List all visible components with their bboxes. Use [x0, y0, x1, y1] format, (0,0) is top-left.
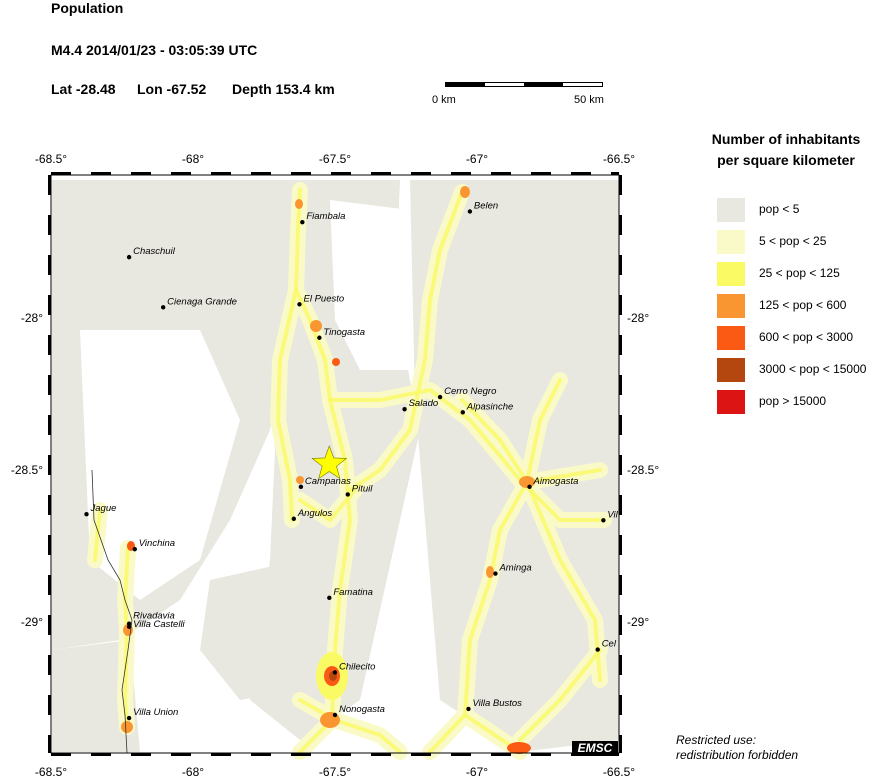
legend-label: 3000 < pop < 15000 [759, 362, 867, 376]
frame-tick [48, 695, 51, 715]
legend-item [717, 198, 882, 222]
frame-tick [619, 735, 622, 753]
city-marker [317, 336, 321, 340]
legend-label: 600 < pop < 3000 [759, 330, 854, 344]
city-marker [493, 571, 497, 575]
legend-title [690, 129, 882, 171]
city-marker [333, 713, 337, 717]
frame-tick [171, 753, 191, 756]
y-tick-label-left: -28° [20, 310, 43, 325]
city-marker [468, 209, 472, 213]
restriction-note [676, 733, 798, 763]
city-label: Salado [408, 398, 439, 410]
legend-item [717, 390, 882, 414]
city-marker [161, 305, 165, 309]
frame-tick [571, 172, 591, 175]
frame-tick [291, 172, 311, 175]
legend-swatch [717, 294, 745, 318]
frame-tick [48, 215, 51, 235]
frame-tick [619, 575, 622, 595]
y-tick-label-right: -28.5° [627, 463, 660, 478]
legend-item [717, 230, 882, 254]
x-tick-label-top: -66.5° [602, 152, 636, 166]
legend-swatch [717, 390, 745, 414]
city-marker [461, 410, 465, 414]
city-label: Villa Bustos [472, 697, 522, 709]
city-label: Campanas [304, 475, 351, 487]
legend-label: 25 < pop < 125 [759, 266, 840, 280]
frame-tick [619, 535, 622, 555]
city-marker [292, 517, 296, 521]
city-marker [346, 492, 350, 496]
frame-tick [48, 335, 51, 355]
y-tick-label-left: -29° [20, 615, 43, 630]
legend-title-line2: per square kilometer [717, 152, 855, 168]
x-tick-label-top: -67.5° [318, 152, 352, 166]
city-marker [297, 302, 301, 306]
city-label: Chilecito [339, 661, 376, 673]
x-tick-label-top: -68° [181, 152, 205, 166]
frame-tick [171, 172, 191, 175]
city-label: Cel [601, 638, 616, 650]
frame-tick [251, 753, 271, 756]
town-density-patch [121, 721, 133, 733]
town-density-patch [332, 358, 340, 366]
town-density-patch [507, 742, 531, 754]
frame-tick [619, 255, 622, 275]
frame-tick [211, 753, 231, 756]
frame-tick [51, 753, 71, 756]
legend-label: pop > 15000 [759, 394, 827, 408]
legend-swatch [717, 230, 745, 254]
city-label: El Puesto [303, 293, 345, 305]
town-density-patch [296, 476, 304, 484]
frame-tick [131, 753, 151, 756]
x-tick-label-top: -67° [465, 152, 489, 166]
scale-bar [445, 82, 603, 87]
city-marker [333, 670, 337, 674]
frame-tick [48, 655, 51, 675]
frame-tick [451, 172, 471, 175]
frame-tick [619, 375, 622, 395]
city-marker [299, 485, 303, 489]
city-label: Cienaga Grande [167, 296, 237, 308]
city-label: Rivadavia [133, 610, 175, 622]
legend-swatch [717, 358, 745, 382]
restriction-note-line1: Restricted use: [676, 733, 757, 747]
frame-tick [491, 172, 511, 175]
frame-tick [51, 172, 71, 175]
frame-tick [211, 172, 231, 175]
frame-tick [371, 172, 391, 175]
city-label: Nonogasta [339, 703, 385, 715]
frame-tick [91, 172, 111, 175]
x-tick-label-bottom: -68° [181, 765, 205, 778]
frame-tick [371, 753, 391, 756]
city-marker [133, 547, 137, 551]
legend-label: pop < 5 [759, 202, 800, 216]
city-label: Fiambala [306, 211, 346, 223]
frame-tick [619, 495, 622, 515]
event-info: M4.4 2014/01/23 - 03:05:39 UTC [51, 42, 258, 58]
x-tick-label-top: -68.5° [34, 152, 68, 166]
restriction-note-line2: redistribution forbidden [676, 748, 799, 762]
city-marker [601, 518, 605, 522]
city-label: Villa Union [133, 707, 179, 719]
scale-end-label: 50 km [574, 94, 604, 106]
city-marker [300, 220, 304, 224]
frame-tick [331, 753, 351, 756]
town-density-patch [460, 186, 470, 198]
frame-tick [619, 175, 622, 195]
legend-item [717, 358, 882, 382]
x-tick-label-bottom: -66.5° [602, 765, 636, 778]
frame-tick [619, 655, 622, 675]
frame-tick [291, 753, 311, 756]
legend-item [717, 326, 882, 350]
legend-title-line1: Number of inhabitants [711, 131, 861, 147]
legend-swatch [717, 262, 745, 286]
frame-tick [531, 753, 551, 756]
city-marker [402, 407, 406, 411]
legend-item [717, 294, 882, 318]
city-marker [438, 395, 442, 399]
x-tick-label-bottom: -67° [465, 765, 489, 778]
frame-tick [48, 375, 51, 395]
frame-tick [48, 415, 51, 435]
frame-tick [619, 295, 622, 315]
frame-tick [131, 172, 151, 175]
y-tick-label-left: -28.5° [10, 463, 43, 478]
city-label: Vil [607, 509, 618, 521]
city-label: Jague [90, 503, 117, 515]
x-tick-label-bottom: -68.5° [34, 765, 68, 778]
city-label: Chaschuil [133, 246, 175, 258]
frame-tick [48, 455, 51, 475]
frame-tick [611, 172, 619, 175]
frame-tick [619, 415, 622, 435]
legend-item [717, 262, 882, 286]
city-label: Belen [473, 200, 499, 212]
legend-label: 125 < pop < 600 [759, 298, 847, 312]
city-label: Famatina [333, 586, 373, 598]
frame-tick [251, 172, 271, 175]
city-marker [596, 647, 600, 651]
city-label: Villa Castelli [133, 618, 185, 630]
frame-tick [331, 172, 351, 175]
city-label: Aimogasta [533, 475, 579, 487]
town-density-patch [295, 199, 303, 209]
frame-tick [491, 753, 511, 756]
page-title: Population [51, 0, 124, 16]
frame-tick [48, 175, 51, 195]
city-marker [127, 625, 131, 629]
frame-tick [48, 615, 51, 635]
frame-tick [48, 255, 51, 275]
legend-swatch [717, 198, 745, 222]
city-marker [327, 596, 331, 600]
frame-tick [48, 535, 51, 555]
frame-tick [619, 455, 622, 475]
frame-tick [48, 575, 51, 595]
city-marker [127, 716, 131, 720]
population-map [0, 140, 672, 778]
city-label: Vinchina [138, 538, 176, 550]
city-label: Aminga [499, 562, 532, 574]
city-label: Cerro Negro [444, 386, 497, 398]
city-marker [466, 707, 470, 711]
city-label: Pituil [351, 483, 373, 495]
latitude-text: Lat -28.48 [51, 81, 116, 97]
longitude-text: Lon -67.52 [137, 81, 207, 97]
legend-label: 5 < pop < 25 [759, 234, 827, 248]
frame-tick [48, 295, 51, 315]
frame-tick [619, 695, 622, 715]
emsc-logo: EMSC [572, 741, 618, 756]
x-tick-label-bottom: -67.5° [318, 765, 352, 778]
legend-swatch [717, 326, 745, 350]
frame-tick [411, 753, 431, 756]
frame-tick [451, 753, 471, 756]
city-label: Alpasinche [466, 401, 514, 413]
frame-tick [48, 495, 51, 515]
y-tick-label-right: -28° [627, 310, 650, 325]
depth-text: Depth 153.4 km [232, 81, 335, 97]
y-tick-label-right: -29° [627, 615, 650, 630]
frame-tick [411, 172, 431, 175]
city-marker [527, 485, 531, 489]
town-density-patch [310, 320, 322, 332]
frame-tick [91, 753, 111, 756]
frame-tick [619, 335, 622, 355]
city-label: Tinogasta [323, 326, 366, 338]
scale-start-label: 0 km [432, 94, 456, 106]
town-density-patch [486, 566, 494, 578]
frame-tick [619, 615, 622, 635]
frame-tick [48, 735, 51, 753]
city-marker [127, 255, 131, 259]
city-label: Angulos [297, 507, 333, 519]
city-marker [84, 512, 88, 516]
frame-tick [531, 172, 551, 175]
frame-tick [619, 215, 622, 235]
